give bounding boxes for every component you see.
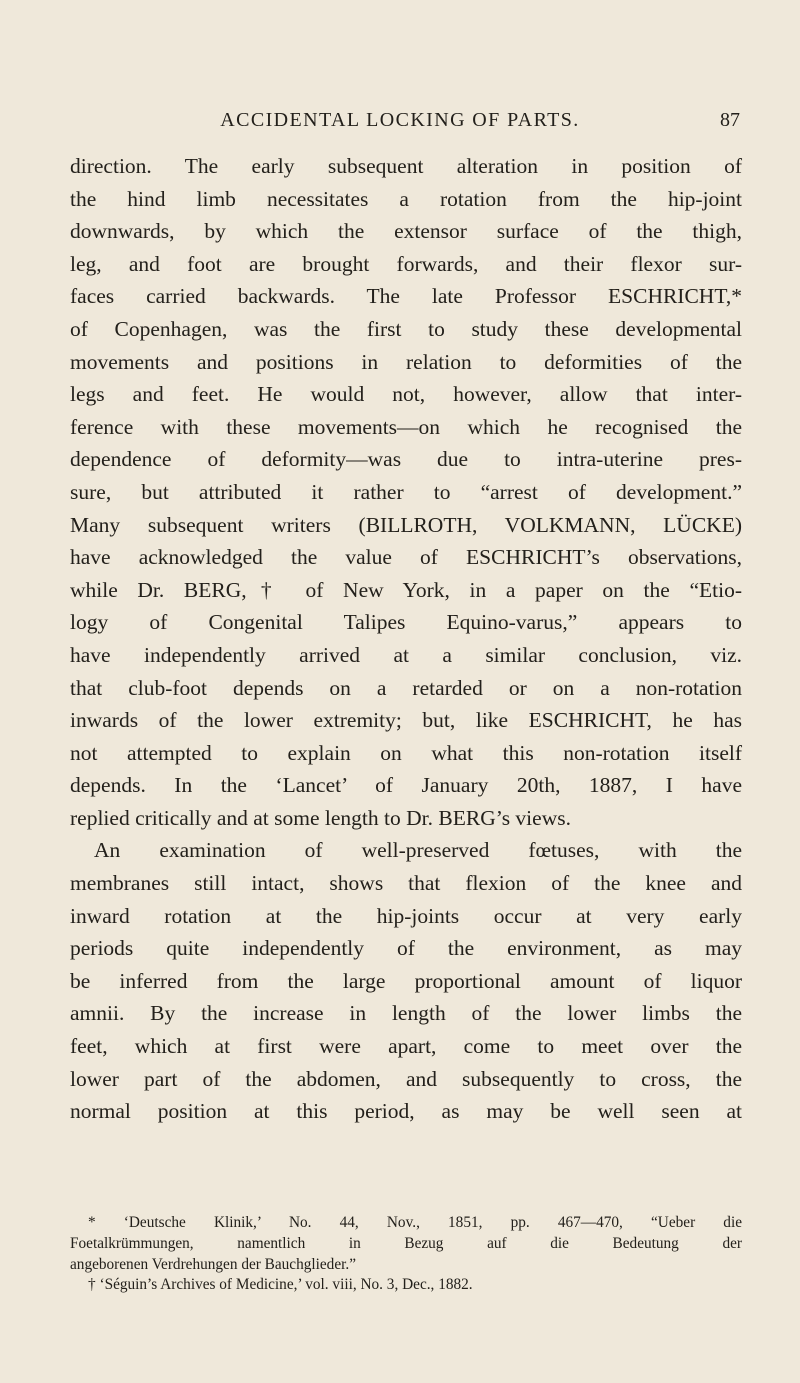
text-line: the hind limb necessitates a rotation from the hip-joint [70,186,742,211]
text-line: logy of Congenital Talipes Equino-varus,” appears to [70,610,742,635]
text-line: faces carried backwards. The late Professor ESCHRICHT,* [70,284,742,309]
text-line: membranes still intact, shows that flexion of the knee and [70,871,742,896]
text-line: replied critically and at some length to Dr. BERG’s views. [70,805,571,830]
text-line: Many subsequent writers (BILLROTH, VOLKMANN, LÜCKE) [70,512,742,537]
text-line: be inferred from the large proportional amount of liquor [70,968,742,993]
page-header [0,109,800,135]
text-line: sure, but attributed it rather to “arrest of development.” [70,479,742,504]
text-line: inwards of the lower extremity; but, like ESCHRICHT, he has [70,708,742,733]
text-line: lower part of the abdomen, and subsequently to cross, the [70,1066,742,1091]
running-head: ACCIDENTAL LOCKING OF PARTS. [220,109,580,131]
text-line: direction. The early subsequent alteration in position of [70,154,742,178]
text-line: An examination of well-preserved fœtuses, with the [94,838,742,863]
page-number: 87 [720,109,740,131]
text-line: movements and positions in relation to deformities of the [70,349,742,374]
text-line: of Copenhagen, was the first to study these developmental [70,316,742,341]
footnotes [70,1213,742,1296]
body-text [70,150,742,1128]
text-line: downwards, by which the extensor surface of the thigh, [70,219,742,244]
text-line: while Dr. BERG,† of New York, in a paper on the “Etio- [70,577,742,602]
footnote-line: angeborenen Verdrehungen der Bauchglieder.” [70,1255,356,1273]
text-line: not attempted to explain on what this non-rotation itself [70,740,742,765]
footnote-line: Foetalkrümmungen, namentlich in Bezug auf die Bedeutung der [70,1234,742,1252]
text-line: leg, and foot are brought forwards, and their flexor sur- [70,251,742,276]
footnote-line: * ‘Deutsche Klinik,’ No. 44, Nov., 1851, pp. 467—470, “Ueber die [88,1214,742,1231]
text-line: have acknowledged the value of ESCHRICHT’s observations, [70,545,742,570]
text-line: amnii. By the increase in length of the lower limbs the [70,1001,742,1026]
text-line: that club-foot depends on a retarded or on a non-rotation [70,675,742,700]
text-line: depends. In the ‘Lancet’ of January 20th, 1887, I have [70,773,742,798]
text-line: periods quite independently of the environment, as may [70,936,742,961]
text-line: normal position at this period, as may be well seen at [70,1099,742,1124]
text-line: ference with these movements—on which he recognised the [70,414,742,439]
text-line: have independently arrived at a similar conclusion, viz. [70,642,742,667]
text-line: inward rotation at the hip-joints occur at very early [70,903,742,928]
text-line: legs and feet. He would not, however, allow that inter- [70,382,742,407]
text-line: dependence of deformity—was due to intra-uterine pres- [70,447,742,472]
footnote-line: † ‘Séguin’s Archives of Medicine,’ vol. viii, No. 3, Dec., 1882. [88,1276,473,1294]
text-line: feet, which at first were apart, come to meet over the [70,1034,742,1059]
